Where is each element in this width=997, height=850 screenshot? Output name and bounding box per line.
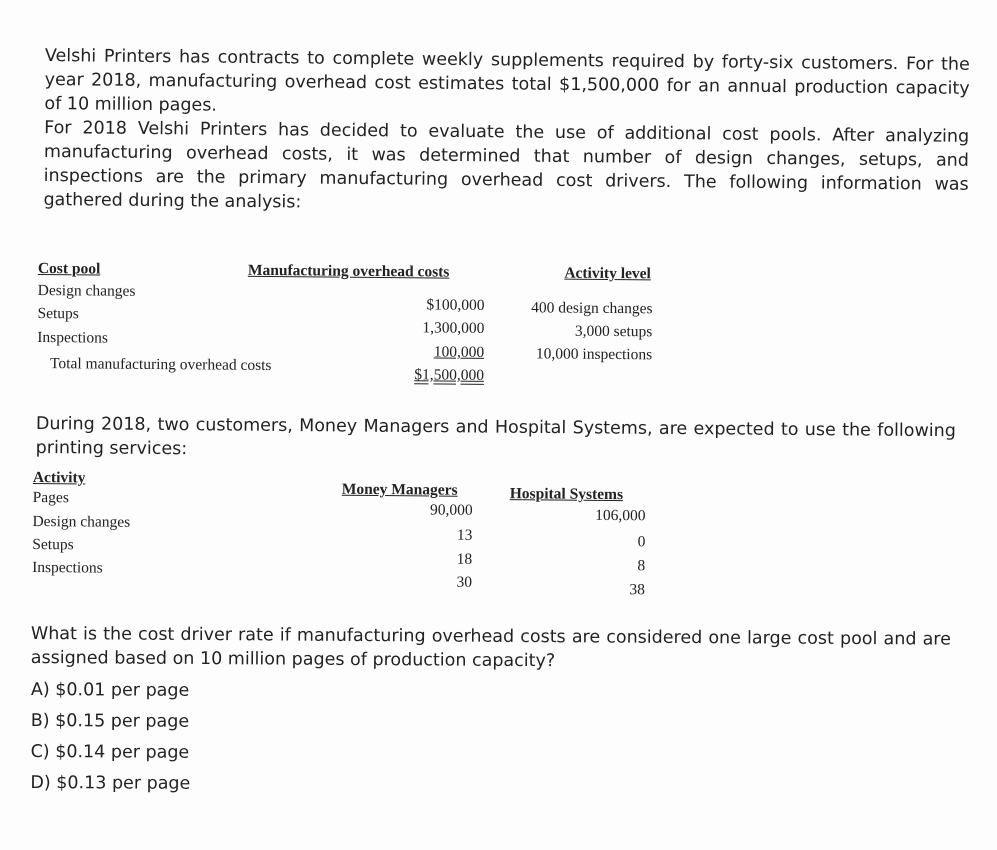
activity-header: Activity — [32, 468, 86, 487]
overhead-costs-header: Manufacturing overhead costs — [247, 261, 450, 281]
question-section — [31, 622, 951, 676]
money-managers-value: 18 — [456, 550, 473, 568]
usage-activity: Design changes — [32, 512, 131, 531]
answer-option-c[interactable]: C) $0.14 per page — [30, 741, 190, 763]
hospital-systems-value: 0 — [637, 533, 646, 551]
cost-pool-header: Cost pool — [37, 259, 101, 278]
usage-table — [32, 466, 653, 601]
cost-pool-activity: 10,000 inspections — [535, 345, 653, 364]
usage-activity: Inspections — [32, 558, 103, 577]
cost-pool-value: 100,000 — [433, 343, 485, 361]
cost-pool-value: 1,300,000 — [422, 319, 485, 337]
usage-activity: Pages — [32, 488, 69, 507]
hospital-systems-value: 106,000 — [595, 506, 646, 525]
total-overhead-label: Total manufacturing overhead costs — [49, 355, 272, 375]
answer-option-b[interactable]: B) $0.15 per page — [30, 710, 190, 732]
services-intro-section — [36, 412, 956, 467]
question-text: What is the cost driver rate if manufacturing overhead costs are considered one large cost pool and are assigned based on 10 million pages of production capacity? — [30, 623, 951, 672]
intro-section — [43, 44, 970, 221]
money-managers-value: 13 — [456, 526, 473, 544]
cost-pool-value: $100,000 — [426, 296, 485, 314]
total-overhead-value: $1,500,000 — [414, 366, 485, 384]
money-managers-value: 90,000 — [429, 501, 473, 519]
money-managers-header: Money Managers — [341, 480, 458, 499]
hospital-systems-header: Hospital Systems — [509, 485, 624, 504]
cost-pool-activity: 3,000 setups — [574, 322, 653, 341]
answer-option-a[interactable]: A) $0.01 per page — [30, 680, 190, 701]
cost-pool-table — [37, 257, 663, 387]
cost-pool-name: Inspections — [37, 328, 108, 347]
hospital-systems-value: 8 — [637, 557, 646, 575]
intro-paragraph-2: For 2018 Velshi Printers has decided to evaluate the use of additional cost pools. After analyzing manufacturing overhead costs, it was determined that number of design changes, setups, and inspections are the primary manufacturing overhead cost drivers. The following information was gathered during the analysis: — [43, 117, 970, 213]
hospital-systems-value: 38 — [629, 581, 646, 599]
cost-pool-name: Setups — [37, 304, 79, 323]
money-managers-value: 30 — [456, 573, 473, 591]
intro-paragraph-1: Velshi Printers has contracts to complete weekly supplements required by forty-six customers. For the year 2018, manufacturing overhead cost estimates total $1,500,000 for an annual production capacity of 10 million pages. — [44, 45, 970, 116]
usage-activity: Setups — [32, 535, 74, 554]
services-intro-paragraph: During 2018, two customers, Money Managers and Hospital Systems, are expected to use the following printing services: — [35, 413, 956, 460]
cost-pool-name: Design changes — [37, 281, 136, 300]
activity-level-header: Activity level — [564, 264, 651, 283]
cost-pool-activity: 400 design changes — [531, 299, 653, 318]
answer-option-d[interactable]: D) $0.13 per page — [30, 772, 191, 794]
